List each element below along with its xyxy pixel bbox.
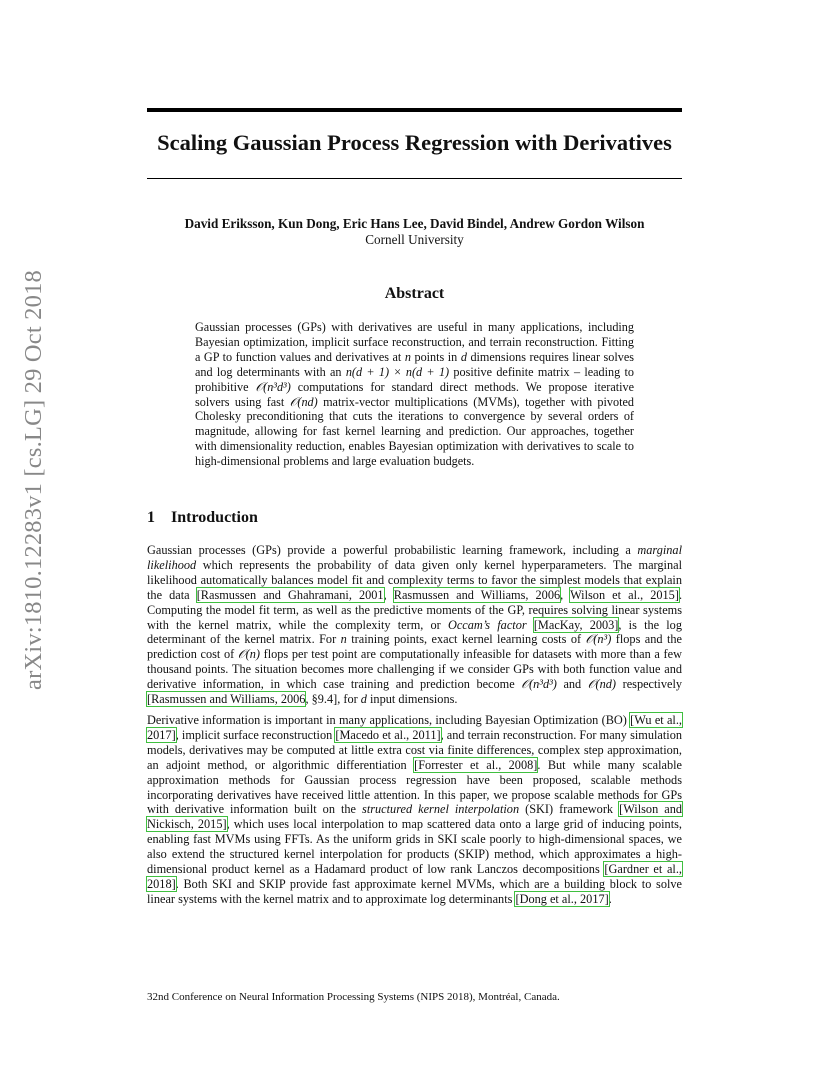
- citation-link[interactable]: [Wu et al., 2017]: [147, 713, 682, 742]
- arxiv-id: arXiv:1810.12283v1 [cs.LG] 29 Oct 2018: [20, 270, 47, 690]
- citation-link[interactable]: [Rasmussen and Ghahramani, 2001: [196, 587, 384, 602]
- intro-paragraph-1: Gaussian processes (GPs) provide a powerful probabilistic learning framework, including a marginal likelihood which represents the probability of data given only kernel hyperparameters. The marginal likelihood automatically balances model fit and complexity terms to favor the simplest models that explain the data [Rasmussen and Ghahramani, 2001, Rasmussen and Williams, 2006, Wilson et al., 2015]. Computing the model fit term, as well as the predictive moments of the GP, requires solving linear systems with the kernel matrix, while the complexity term, or Occam’s factor [MacKay, 2003], is the log determinant of the kernel matrix. For n training points, exact kernel learning costs of 𝒪(n³) flops and the prediction cost of 𝒪(n) flops per test point are computationally infeasible for datasets with more than a few thousand points. The situation becomes more challenging if we consider GPs with both function value and derivative information, in which case training and prediction become 𝒪(n³d³) and 𝒪(nd) respectively [Rasmussen and Williams, 2006, §9.4], for d input dimensions.: [147, 543, 683, 707]
- section-number: 1: [147, 509, 155, 526]
- section-title: Introduction: [171, 509, 258, 526]
- title-rule-top: [147, 108, 682, 112]
- citation-link[interactable]: [Rasmussen and Williams, 2006: [147, 692, 306, 707]
- arxiv-sidebar: [15, 270, 53, 690]
- author-list: David Eriksson, Kun Dong, Eric Hans Lee, David Bindel, Andrew Gordon Wilson: [184, 216, 645, 231]
- citation-link[interactable]: [Forrester et al., 2008]: [414, 757, 538, 772]
- abstract-text: Gaussian processes (GPs) with derivatives are useful in many applications, including Bayesian optimization, implicit surface reconstruction, and terrain reconstruction. Fitting a GP to function values and derivatives at n points in d dimensions requires linear solves and log determinants with an n(d + 1) × n(d + 1) positive definite matrix – leading to prohibitive 𝒪(n³d³) computations for standard direct methods. We propose iterative solvers using fast 𝒪(nd) matrix-vector multiplications (MVMs), together with pivoted Cholesky preconditioning that cuts the iterations to convergence by several orders of magnitude, allowing for fast kernel learning and prediction. Our approaches, together with dimensionality reduction, enables Bayesian optimization with derivatives to scale to high-dimensional problems and large evaluation budgets.: [195, 320, 635, 469]
- title-rule-bottom: [147, 178, 682, 179]
- citation-link[interactable]: [Gardner et al., 2018]: [147, 862, 682, 891]
- citation-link[interactable]: [Wilson and Nickisch, 2015]: [147, 802, 682, 832]
- section-heading-introduction: [147, 509, 258, 527]
- citation-link[interactable]: [Dong et al., 2017]: [515, 891, 609, 906]
- conference-footnote: 32nd Conference on Neural Information Processing Systems (NIPS 2018), Montréal, Canada.: [147, 991, 560, 1003]
- paper-title: Scaling Gaussian Process Regression with Derivatives: [157, 130, 672, 155]
- intro-paragraph-2: Derivative information is important in many applications, including Bayesian Optimization (BO) [Wu et al., 2017], implicit surface reconstruction [Macedo et al., 2011], and terrain reconstruction. For many simulation models, derivatives may be computed at little extra cost via finite differences, complex step approximation, an adjoint method, or algorithmic differentiation [Forrester et al., 2008]. But while many scalable approximation methods for Gaussian process regression have been proposed, scalable methods incorporating derivatives have received little attention. In this paper, we propose scalable methods for GPs with derivative information built on the structured kernel interpolation (SKI) framework [Wilson and Nickisch, 2015], which uses local interpolation to map scattered data onto a large grid of inducing points, enabling fast MVMs using FFTs. As the uniform grids in SKI scale poorly to high-dimensional spaces, we also extend the structured kernel interpolation for products (SKIP) method, which approximates a high-dimensional product kernel as a Hadamard product of low rank Lanczos decompositions [Gardner et al., 2018]. Both SKI and SKIP provide fast approximate kernel MVMs, which are a building block to solve linear systems with the kernel matrix and to approximate log determinants [Dong et al., 2017].: [147, 713, 682, 906]
- citation-link[interactable]: [MacKay, 2003]: [533, 617, 619, 632]
- citation-link[interactable]: Rasmussen and Williams, 2006: [393, 587, 561, 602]
- citation-link[interactable]: [Macedo et al., 2011]: [335, 727, 441, 742]
- abstract-heading: Abstract: [384, 285, 445, 302]
- citation-link[interactable]: Wilson et al., 2015]: [570, 587, 679, 602]
- affiliation: Cornell University: [365, 232, 464, 247]
